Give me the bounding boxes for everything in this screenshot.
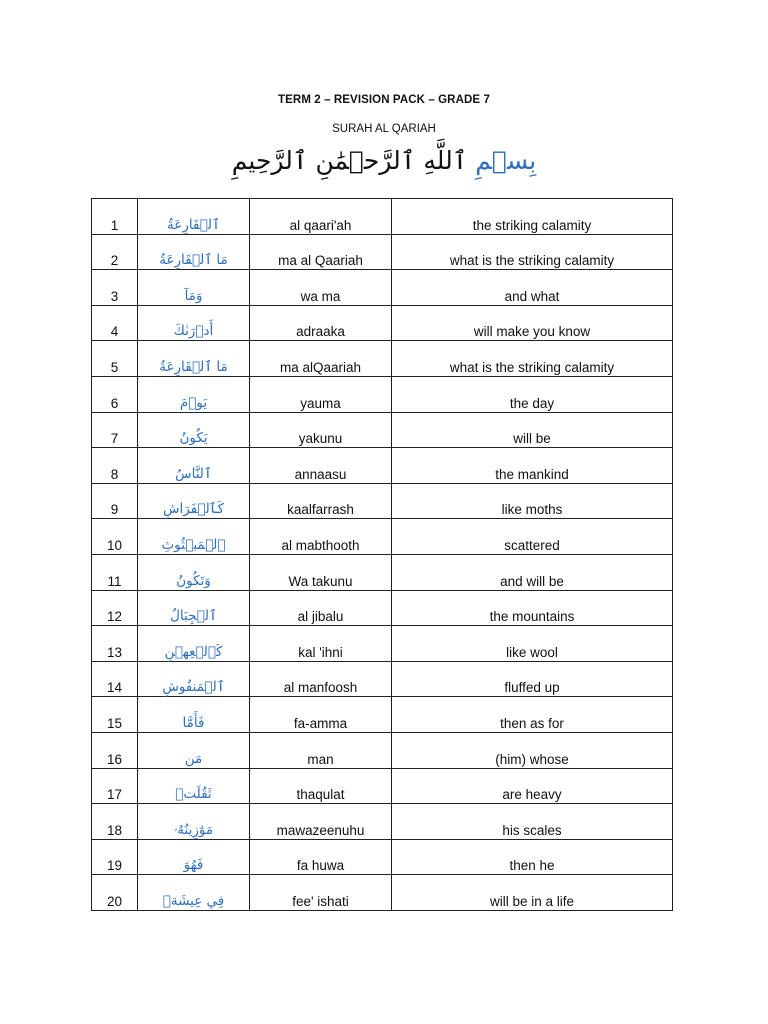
transliteration: yauma bbox=[250, 376, 392, 412]
table-row bbox=[92, 448, 673, 484]
transliteration: yakunu bbox=[250, 412, 392, 448]
arabic-word: فَهُوَ bbox=[138, 839, 250, 875]
table-row bbox=[92, 732, 673, 768]
transliteration: annaasu bbox=[250, 448, 392, 484]
arabic-word: ٱلۡقَارِعَةُ bbox=[138, 199, 250, 235]
arabic-word: فَأَمَّا bbox=[138, 697, 250, 733]
row-number: 7 bbox=[92, 412, 138, 448]
transliteration: thaqulat bbox=[250, 768, 392, 804]
arabic-word: مَا ٱلۡقَارِعَةُ bbox=[138, 341, 250, 377]
row-number: 9 bbox=[92, 483, 138, 519]
row-number: 5 bbox=[92, 341, 138, 377]
row-number: 8 bbox=[92, 448, 138, 484]
table-row bbox=[92, 626, 673, 662]
row-number: 13 bbox=[92, 626, 138, 662]
meaning: then as for bbox=[392, 697, 673, 733]
basmala-first-word: بِسۡمِ bbox=[475, 146, 537, 175]
row-number: 14 bbox=[92, 661, 138, 697]
arabic-word: ٱلۡمَبۡثُوثِ bbox=[138, 519, 250, 555]
table-row bbox=[92, 412, 673, 448]
transliteration: kaalfarrash bbox=[250, 483, 392, 519]
meaning: the day bbox=[392, 376, 673, 412]
transliteration: al mabthooth bbox=[250, 519, 392, 555]
arabic-word: يَوۡمَ bbox=[138, 376, 250, 412]
arabic-word: أَدۡرَىٰكَ bbox=[138, 305, 250, 341]
meaning: then he bbox=[392, 839, 673, 875]
transliteration: fee' ishati bbox=[250, 875, 392, 911]
meaning: (him) whose bbox=[392, 732, 673, 768]
transliteration: ma al Qaariah bbox=[250, 234, 392, 270]
transliteration: fa-amma bbox=[250, 697, 392, 733]
basmala-rest: ٱللَّهِ ٱلرَّحۡمَٰنِ ٱلرَّحِيمِ bbox=[231, 146, 468, 175]
meaning: and what bbox=[392, 270, 673, 306]
row-number: 4 bbox=[92, 305, 138, 341]
transliteration: adraaka bbox=[250, 305, 392, 341]
transliteration: fa huwa bbox=[250, 839, 392, 875]
row-number: 20 bbox=[92, 875, 138, 911]
table-row bbox=[92, 376, 673, 412]
table-row bbox=[92, 199, 673, 235]
table-row bbox=[92, 839, 673, 875]
transliteration: Wa takunu bbox=[250, 554, 392, 590]
table-row bbox=[92, 768, 673, 804]
table-row bbox=[92, 483, 673, 519]
transliteration: man bbox=[250, 732, 392, 768]
basmala bbox=[0, 146, 768, 175]
arabic-word: ٱلنَّاسُ bbox=[138, 448, 250, 484]
meaning: the mountains bbox=[392, 590, 673, 626]
meaning: like wool bbox=[392, 626, 673, 662]
table-row bbox=[92, 804, 673, 840]
meaning: will make you know bbox=[392, 305, 673, 341]
transliteration: kal 'ihni bbox=[250, 626, 392, 662]
table-row bbox=[92, 697, 673, 733]
arabic-word: مَن bbox=[138, 732, 250, 768]
table-row bbox=[92, 305, 673, 341]
arabic-word: ثَقُلَتۡ bbox=[138, 768, 250, 804]
meaning: the striking calamity bbox=[392, 199, 673, 235]
meaning: what is the striking calamity bbox=[392, 341, 673, 377]
meaning: will be in a life bbox=[392, 875, 673, 911]
row-number: 11 bbox=[92, 554, 138, 590]
table-row bbox=[92, 519, 673, 555]
table-row bbox=[92, 341, 673, 377]
arabic-word: ٱلۡجِبَالُ bbox=[138, 590, 250, 626]
table-row bbox=[92, 554, 673, 590]
row-number: 3 bbox=[92, 270, 138, 306]
row-number: 6 bbox=[92, 376, 138, 412]
row-number: 16 bbox=[92, 732, 138, 768]
row-number: 2 bbox=[92, 234, 138, 270]
arabic-word: كَٱلۡفَرَاشِ bbox=[138, 483, 250, 519]
row-number: 1 bbox=[92, 199, 138, 235]
surah-name: SURAH AL QARIAH bbox=[332, 123, 436, 135]
meaning: what is the striking calamity bbox=[392, 234, 673, 270]
arabic-word: وَمَآ bbox=[138, 270, 250, 306]
table-row bbox=[92, 234, 673, 270]
transliteration: wa ma bbox=[250, 270, 392, 306]
meaning: like moths bbox=[392, 483, 673, 519]
arabic-word: يَكُونُ bbox=[138, 412, 250, 448]
table-row bbox=[92, 590, 673, 626]
meaning: his scales bbox=[392, 804, 673, 840]
transliteration: al manfoosh bbox=[250, 661, 392, 697]
row-number: 18 bbox=[92, 804, 138, 840]
transliteration: mawazeenuhu bbox=[250, 804, 392, 840]
page-title: TERM 2 – REVISION PACK – GRADE 7 bbox=[278, 94, 490, 106]
transliteration: ma alQaariah bbox=[250, 341, 392, 377]
arabic-word: ٱلۡمَنفُوشِ bbox=[138, 661, 250, 697]
arabic-word: مَوَٰزِينُهُۥ bbox=[138, 804, 250, 840]
vocabulary-table-body bbox=[92, 199, 673, 911]
meaning: will be bbox=[392, 412, 673, 448]
arabic-word: كَٱلۡعِهۡنِ bbox=[138, 626, 250, 662]
transliteration: al qaari'ah bbox=[250, 199, 392, 235]
meaning: are heavy bbox=[392, 768, 673, 804]
table-row bbox=[92, 875, 673, 911]
vocabulary-table bbox=[91, 198, 673, 911]
arabic-word: وَتَكُونُ bbox=[138, 554, 250, 590]
transliteration: al jibalu bbox=[250, 590, 392, 626]
arabic-word: مَا ٱلۡقَارِعَةُ bbox=[138, 234, 250, 270]
arabic-word: فِي عِيشَةٖ bbox=[138, 875, 250, 911]
meaning: the mankind bbox=[392, 448, 673, 484]
row-number: 17 bbox=[92, 768, 138, 804]
meaning: and will be bbox=[392, 554, 673, 590]
row-number: 10 bbox=[92, 519, 138, 555]
meaning: scattered bbox=[392, 519, 673, 555]
row-number: 12 bbox=[92, 590, 138, 626]
row-number: 15 bbox=[92, 697, 138, 733]
row-number: 19 bbox=[92, 839, 138, 875]
meaning: fluffed up bbox=[392, 661, 673, 697]
table-row bbox=[92, 270, 673, 306]
table-row bbox=[92, 661, 673, 697]
